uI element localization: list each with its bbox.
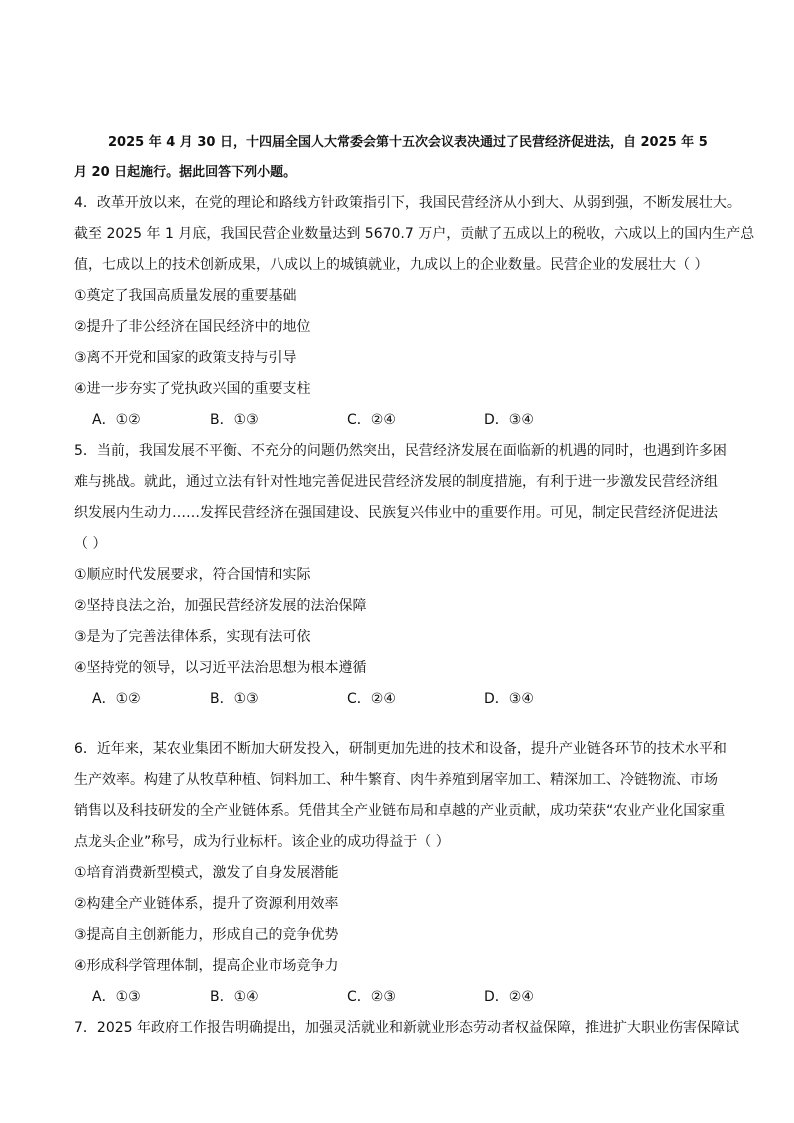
question-text-line: 4．改革开放以来，在党的理论和路线方针政策指引下，我国民营经济从小到大、从弱到强，不断发展壮大。 [74, 195, 741, 211]
statement-3: ③提高自主创新能力，形成自己的竞争优势 [74, 927, 339, 943]
question-text-line: 7．2025 年政府工作报告明确提出，加强灵活就业和新就业形态劳动者权益保障，推进扩大职业伤害保障试 [74, 1020, 739, 1036]
option-b[interactable]: B．①④ [210, 989, 259, 1005]
statement-3: ③离不开党和国家的政策支持与引导 [74, 350, 297, 366]
question-text-line: 点龙头企业”称号，成为行业标杆。该企业的成功得益于（ ） [74, 834, 450, 850]
option-b[interactable]: B．①③ [210, 412, 259, 428]
statement-1: ①顺应时代发展要求，符合国情和实际 [74, 567, 311, 583]
question-text-line: 难与挑战。就此，通过立法有针对性地完善促进民营经济发展的制度措施，有利于进一步激发民营经济组 [74, 474, 718, 490]
option-b[interactable]: B．①③ [210, 691, 259, 707]
statement-4: ④坚持党的领导，以习近平法治思想为根本遵循 [74, 660, 367, 676]
option-a[interactable]: A．①③ [92, 989, 141, 1005]
statement-3: ③是为了完善法律体系，实现有法可依 [74, 629, 311, 645]
statement-2: ②构建全产业链体系，提升了资源利用效率 [74, 896, 339, 912]
option-c[interactable]: C．②③ [347, 989, 396, 1005]
intro-line-2: 月 20 日起施行。据此回答下列小题。 [74, 165, 297, 180]
question-text-line: 织发展内生动力……发挥民营经济在强国建设、民族复兴伟业中的重要作用。可见，制定民营经济促进法 [74, 505, 718, 521]
question-text-line: 5．当前，我国发展不平衡、不充分的问题仍然突出，民营经济发展在面临新的机遇的同时，也遇到许多困 [74, 443, 727, 459]
statement-4: ④进一步夯实了党执政兴国的重要支柱 [74, 381, 311, 397]
option-c[interactable]: C．②④ [347, 412, 396, 428]
answer-blank: （ ） [74, 536, 107, 552]
statement-2: ②坚持良法之治，加强民营经济发展的法治保障 [74, 598, 367, 614]
question-text-line: 截至 2025 年 1 月底，我国民营企业数量达到 5670.7 万户，贡献了五成以上的税收，六成以上的国内生产总 [74, 226, 755, 242]
option-d[interactable]: D．③④ [484, 412, 534, 428]
question-text-line: 销售以及科技研发的全产业链体系。凭借其全产业链布局和卓越的产业贡献，成功荣获“农业产业化国家重 [74, 803, 726, 819]
statement-1: ①奠定了我国高质量发展的重要基础 [74, 288, 297, 304]
statement-4: ④形成科学管理体制，提高企业市场竞争力 [74, 958, 339, 974]
option-c[interactable]: C．②④ [347, 691, 396, 707]
intro-line-1: 2025 年 4 月 30 日，十四届全国人大常委会第十五次会议表决通过了民营经济促进法，自 2025 年 5 [108, 135, 708, 150]
option-a[interactable]: A．①② [92, 691, 141, 707]
question-text-line: 生产效率。构建了从牧草种植、饲料加工、种牛繁育、肉牛养殖到屠宰加工、精深加工、冷链物流、市场 [74, 772, 718, 788]
statement-1: ①培育消费新型模式，激发了自身发展潜能 [74, 865, 339, 881]
question-text-line: 值，七成以上的技术创新成果，八成以上的城镇就业，九成以上的企业数量。民营企业的发展壮大（ ） [74, 257, 709, 273]
statement-2: ②提升了非公经济在国民经济中的地位 [74, 319, 311, 335]
option-a[interactable]: A．①② [92, 412, 141, 428]
question-text-line: 6．近年来，某农业集团不断加大研发投入，研制更加先进的技术和设备，提升产业链各环节的技术水平和 [74, 741, 727, 757]
option-d[interactable]: D．③④ [484, 691, 534, 707]
option-d[interactable]: D．②④ [484, 989, 534, 1005]
